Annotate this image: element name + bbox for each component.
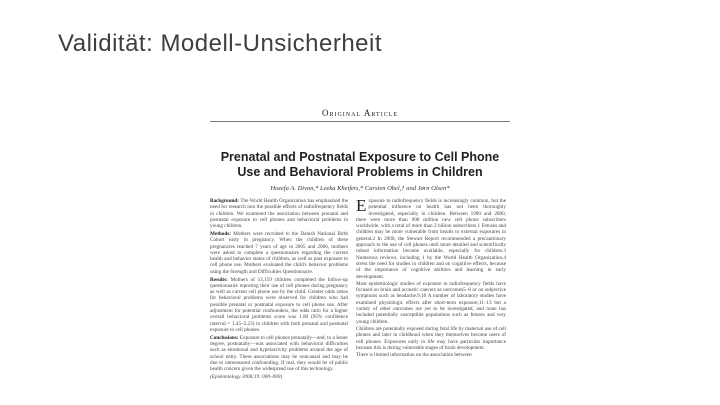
paper-body — [356, 198, 506, 396]
body-paragraph: Exposure to radiofrequency fields is increasingly common, but the potential influence on health has not been thoroughly investigated, especially in children. Between 1990 and 2000, there were more than 900 million new cell phone subscribers worldwide, with a total of more than 2 billion subscribers.1 Fetuses and children may be more vulnerable from insults to external exposures in general.2 In 2000, the Stewart Report recommended a precautionary approach to the use of cell phones until more detailed and scientifically robust information became available, especially for children.3 Numerous reviews, including 1 by the World Health Organization,4 stress the need for studies in children and on cognitive effects, because of the importance of cognitive abilities and learning in early development. — [356, 198, 506, 280]
abstract-paragraph: Conclusions: Exposure to cell phones prenatally—and, to a lesser degree, postnatally—was associated with behavioral difficulties such as emotional and hyperactivity problems around the age of school entry. These associations may be noncausal and may be due to unmeasured confounding. If real, they would be of public health concern given the widespread use of this technology. — [210, 334, 348, 373]
abstract-paragraph: Background: The World Health Organization has emphasized the need for research into the possible effects of radiofrequency fields in children. We examined the association between prenatal and postnatal exposure to cell phones and behavioral problems in young children. — [210, 198, 348, 230]
drop-cap: E — [356, 198, 367, 215]
paper-section-label: Original Article — [321, 108, 399, 118]
body-paragraph: There is limited information on the association between — [356, 352, 472, 359]
paper-page-image — [210, 108, 510, 403]
paper-title: Prenatal and Postnatal Exposure to Cell Phone Use and Behavioral Problems in Children — [220, 150, 500, 179]
body-paragraph: Children are potentially exposed during fetal life by maternal use of cell phones and later in childhood when they themselves become users of cell phones. Exposures early in life may have particular importance because this is during vulnerable stages of brain development. — [356, 325, 506, 351]
slide-title: Validität: Modell-Unsicherheit — [58, 30, 383, 57]
abstract-paragraph: Methods: Mothers were recruited to the Danish National Birth Cohort early in pregnancy. When the children of these pregnancies reached 7 years of age in 2005 and 2006, mothers were asked to complete a questionnaire regarding the current health and behavior status of children, as well as past exposure to cell phone use. Mothers evaluated the child's behavior problems using the Strength and Difficulties Questionnaire. — [210, 230, 348, 275]
divider — [210, 121, 510, 122]
paper-authors: Hozefa A. Divan,* Leeka Kheifets,* Carsten Obel,† and Jørn Olsen* — [270, 185, 450, 192]
body-paragraph: Most epidemiologic studies of exposure to radiofrequency fields have focused on brain and acoustic cancers as outcomes5–8 or on subjective symptoms such as headache.9,10 A number of laboratory studies have examined physiologic effects after short-term exposure,11–13 but a variety of other outcomes are yet to be investigated, and none has included potentially susceptible populations such as fetuses and very young children. — [356, 280, 506, 325]
paper-abstract — [210, 198, 348, 396]
paper-citation: (Epidemiology 2008;19: 000–000) — [210, 374, 283, 381]
abstract-paragraph: Results: Mothers of 13,159 children completed the follow-up questionnaire reporting their use of cell phones during pregnancy as well as current cell phone use by the child. Greater odds ratios for behavioral problems were observed for children who had possible prenatal or postnatal exposure to cell phone use. After adjustment for potential confounders, the odds ratio for a higher overall behavioral problems score was 1.80 (95% confidence interval = 1.45–2.23) in children with both prenatal and postnatal exposure to cell phones. — [210, 276, 348, 333]
